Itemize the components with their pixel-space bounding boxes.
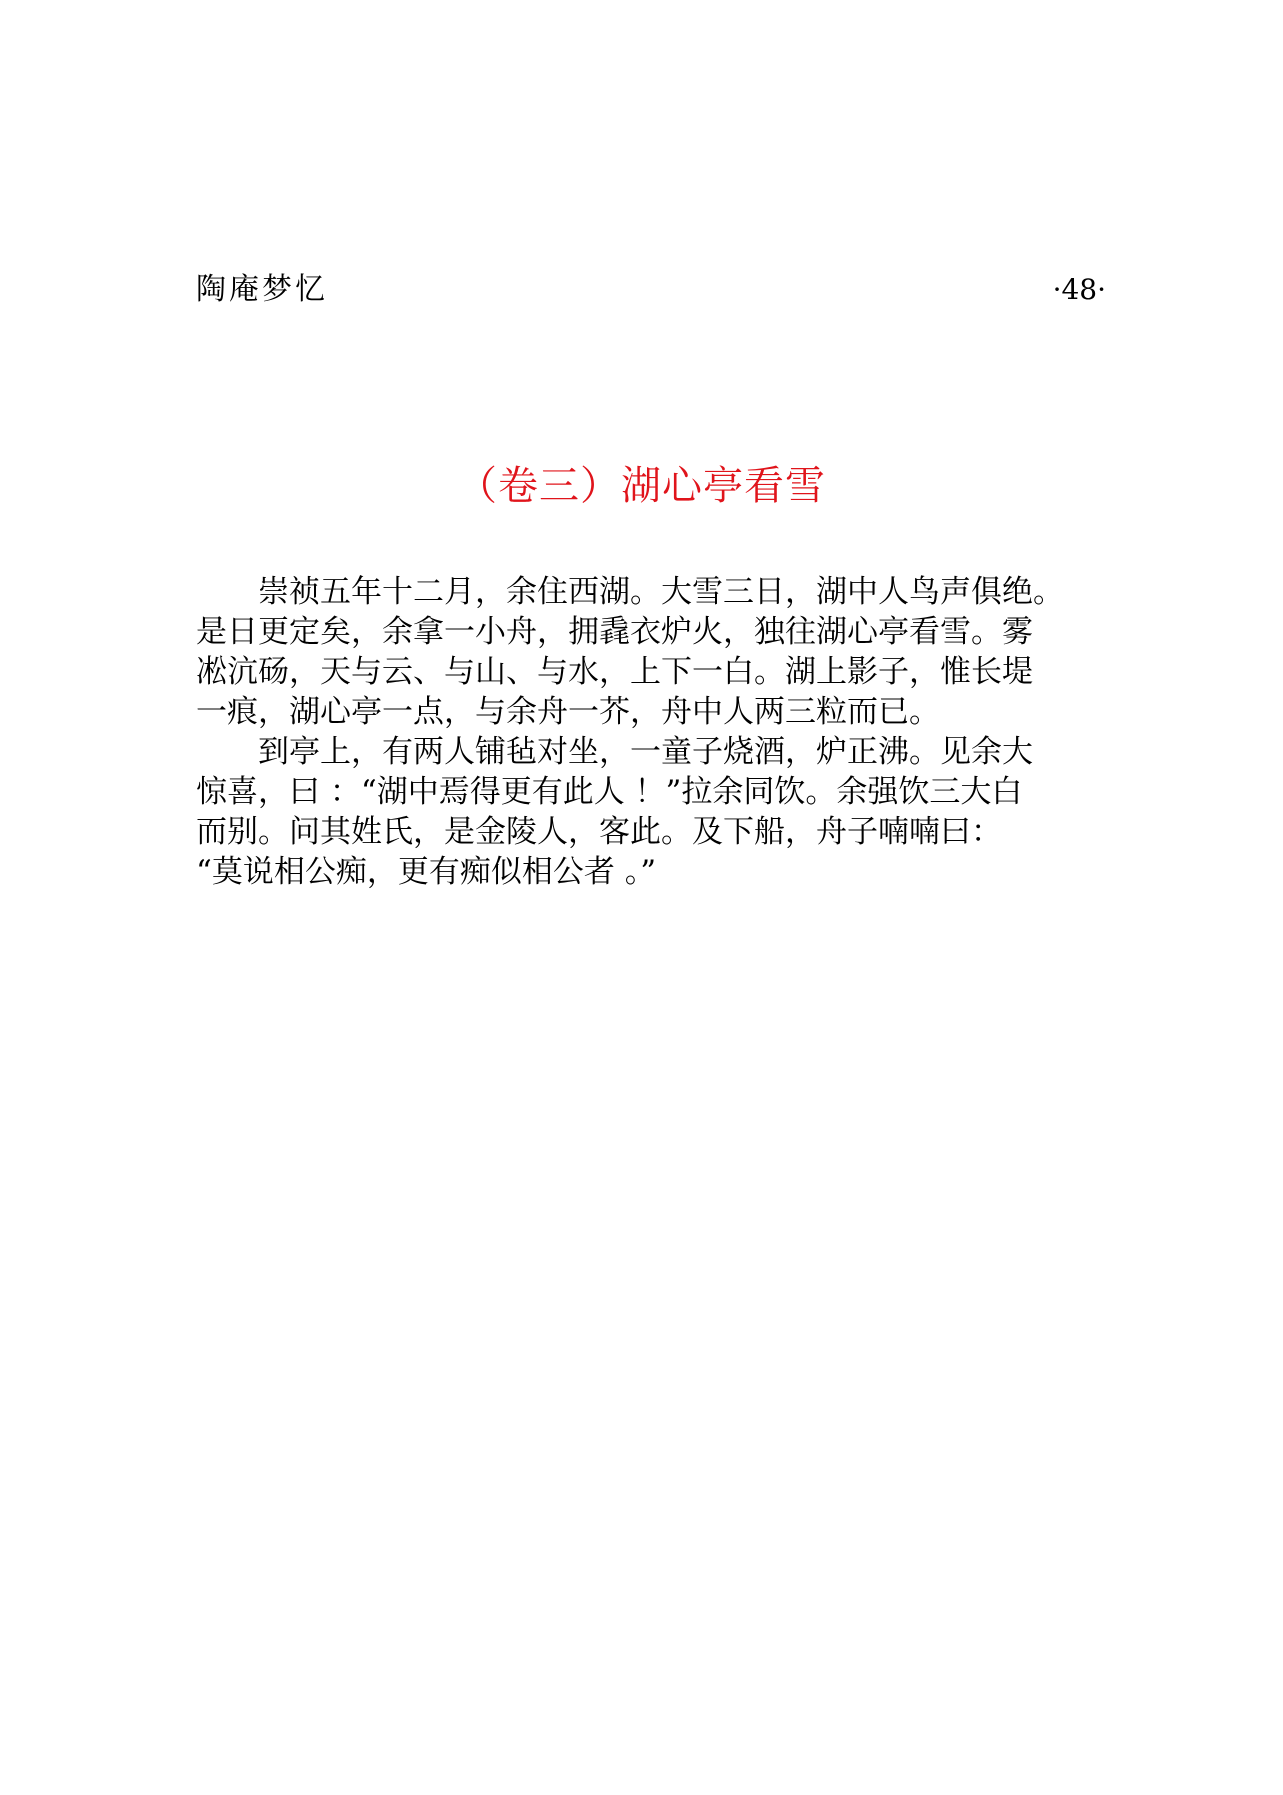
text-line: 到亭上，有两人铺毡对坐，一童子烧酒，炉正沸。见余大 — [258, 734, 1033, 770]
book-title: 陶庵梦忆 — [196, 272, 328, 307]
paragraph-2 — [196, 732, 1106, 892]
text-line: “莫说相公痴，更有痴似相公者 。” — [196, 854, 657, 890]
text-line: 一痕，湖心亭一点，与余舟一芥，舟中人两三粒而已。 — [196, 694, 940, 730]
paragraph-1 — [196, 572, 1106, 732]
text-line: 凇沆砀，天与云、与山、与水，上下一白。湖上影子，惟长堤 — [196, 654, 1033, 690]
chapter-title: （卷三）湖心亭看雪 — [457, 463, 826, 509]
text-line: 崇祯五年十二月，余住西湖。大雪三日，湖中人鸟声俱绝。 — [258, 574, 1064, 610]
page-number: ·48· — [1052, 273, 1106, 306]
text-line: 惊喜，曰 ：“湖中焉得更有此人 ！”拉余同饮。余强饮三大白 — [196, 774, 1023, 810]
running-header — [196, 268, 1106, 312]
text-line: 是日更定矣，余拿一小舟，拥毳衣炉火，独往湖心亭看雪。雾 — [196, 614, 1033, 650]
body-text — [196, 572, 1106, 892]
text-line: 而别。问其姓氏，是金陵人，客此。及下船，舟子喃喃曰： — [196, 814, 1002, 850]
